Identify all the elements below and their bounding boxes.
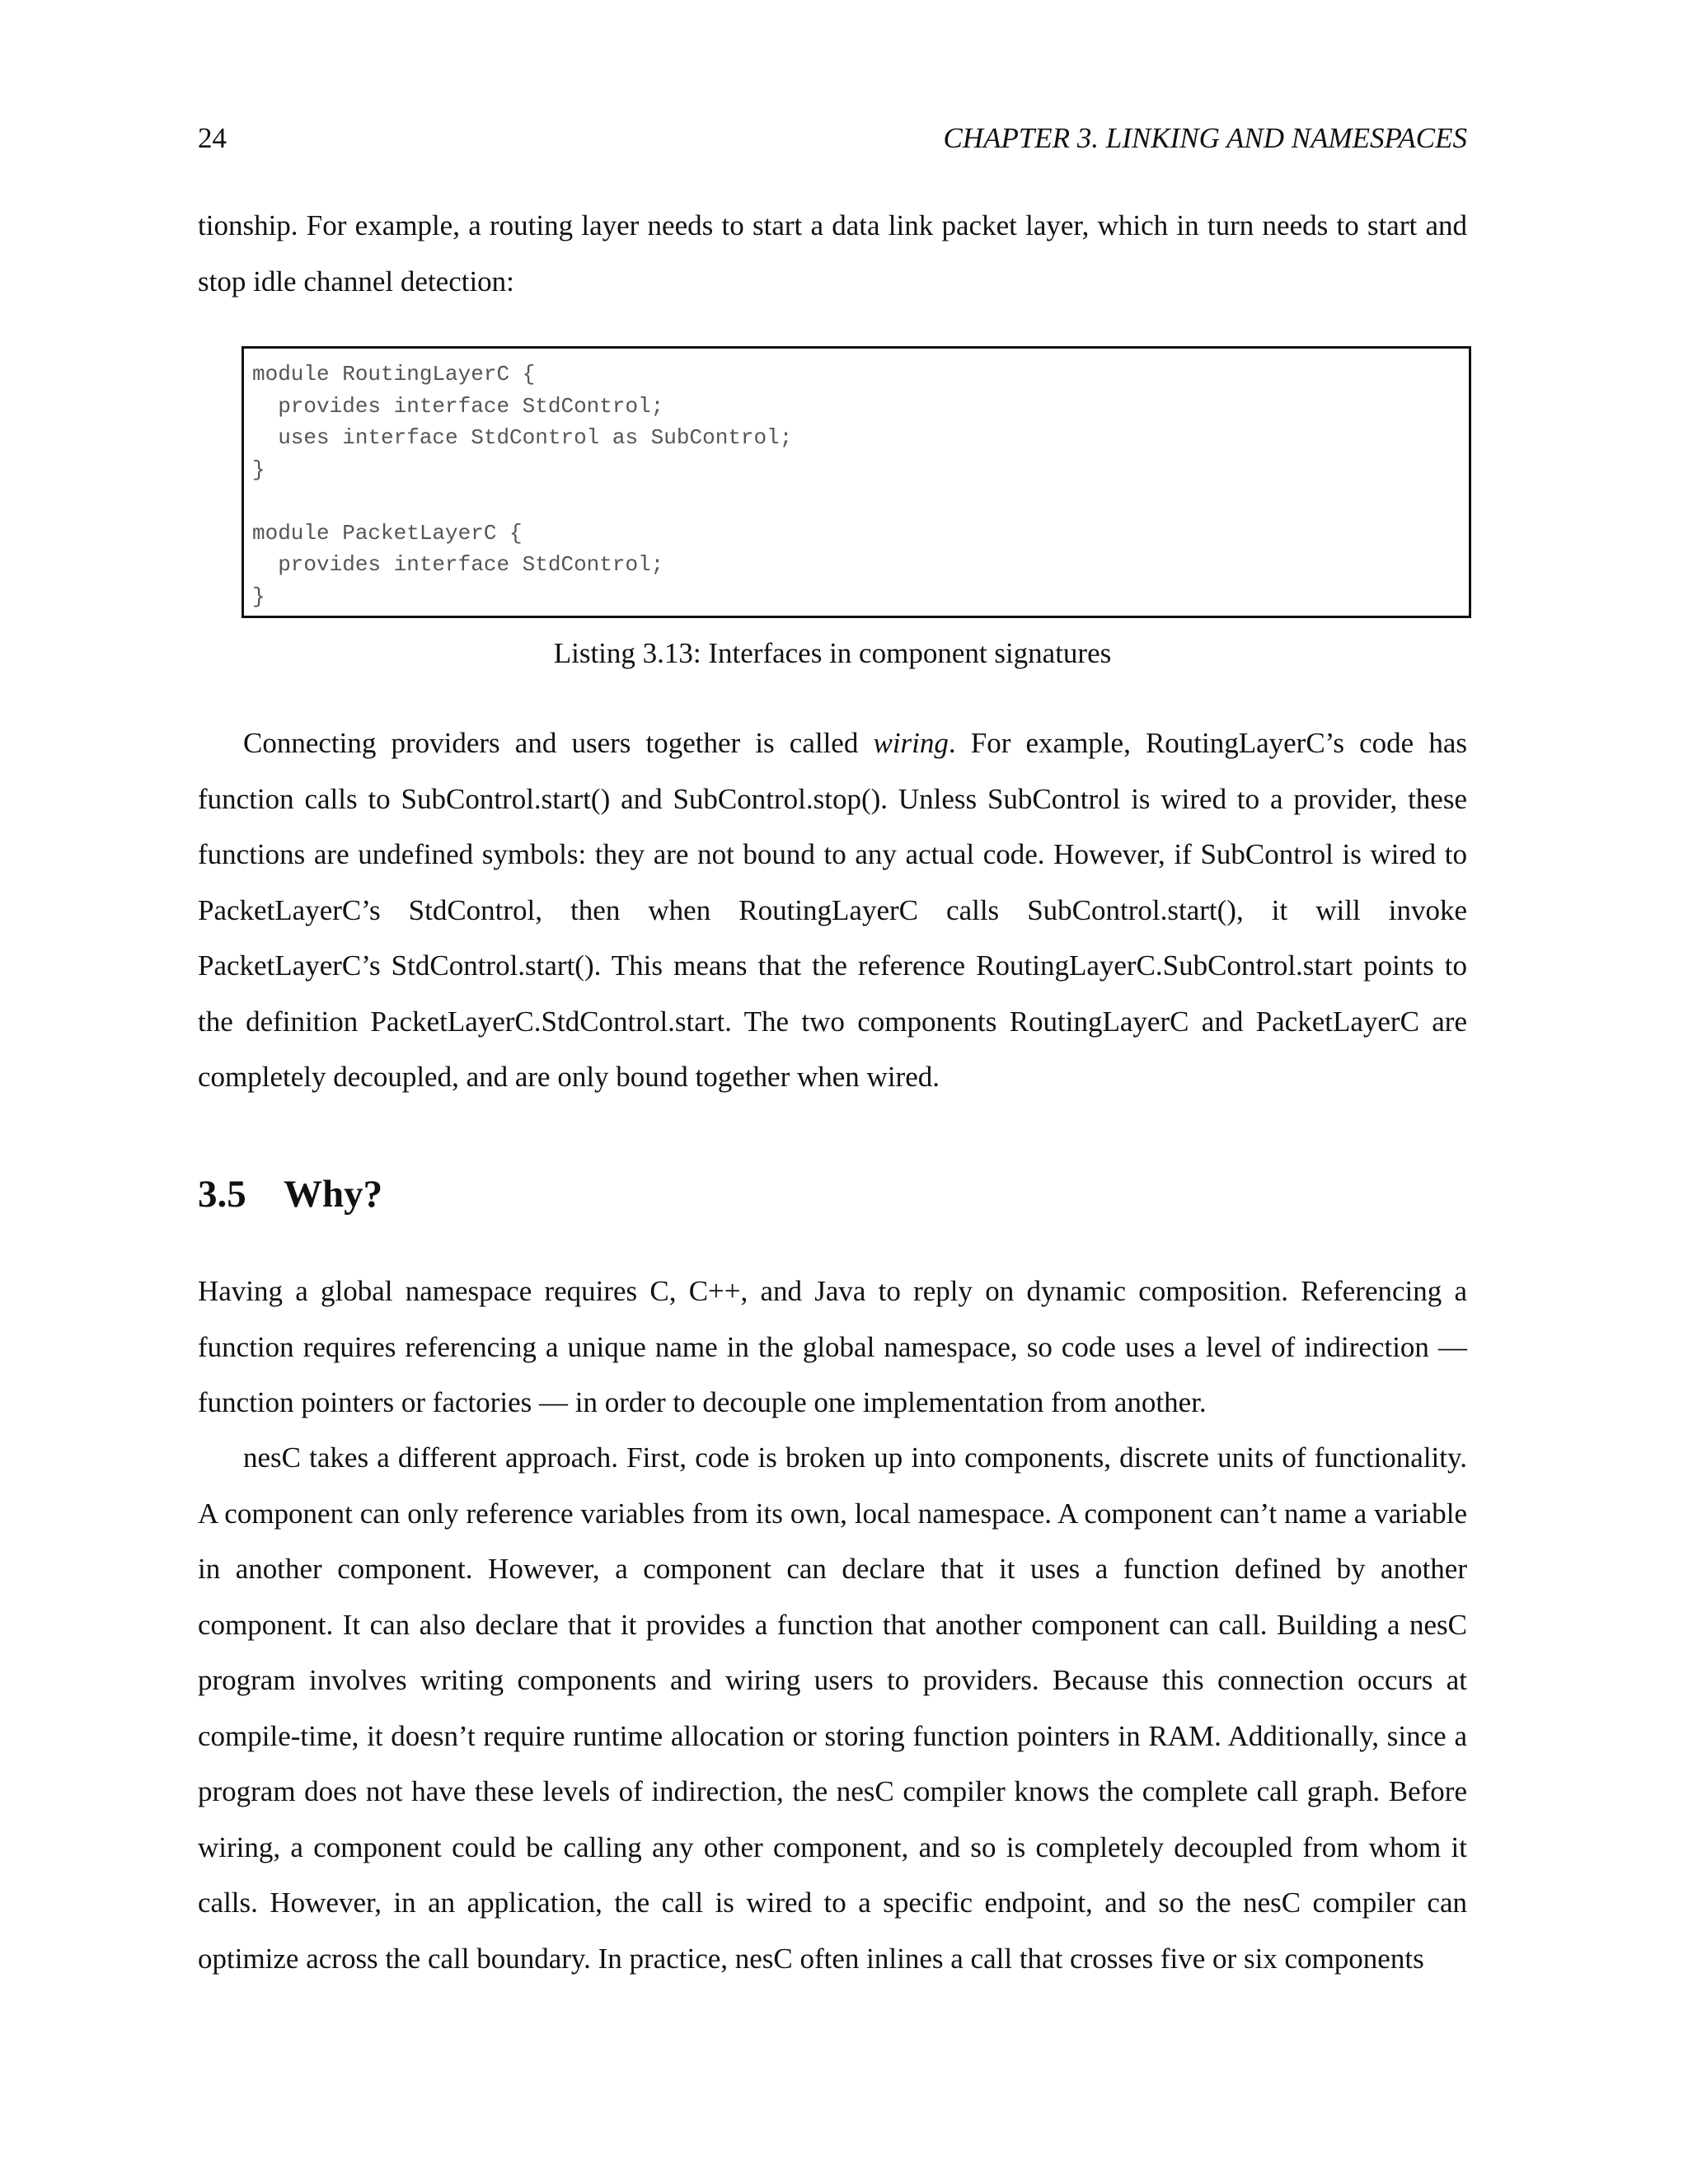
section-heading: [198, 1172, 382, 1216]
why-paragraph-1: Having a global namespace requires C, C++, and Java to reply on dynamic composition. Referencing a function requires referencing a unique name in the global namespace, so code uses a level of indirection — function pointers or factories — in order to decouple one implementation from another.: [198, 1275, 1467, 1418]
code-listing-box: [241, 346, 1471, 618]
wiring-text-rest: . For example, RoutingLayerC’s code has function calls to SubControl.start() and SubControl.stop(). Unless SubControl is wired to a provider, these functions are undefined symbols: they are not bound to any actual code. However, if SubControl is wired to PacketLayerC’s StdControl, then when RoutingLayerC calls SubControl.start(), it will invoke PacketLayerC’s StdControl.start(). This means that the reference RoutingLayerC.SubControl.start points to the definition PacketLayerC.StdControl.start. The two components RoutingLayerC and PacketLayerC are completely decoupled, and are only bound together when wired.: [198, 727, 1467, 1093]
code-listing: module RoutingLayerC { provides interface StdControl; uses interface StdControl as SubControl; } module PacketLayerC { provides interface StdControl; }: [252, 362, 793, 609]
why-paragraph-2: nesC takes a different approach. First, code is broken up into components, discrete units of functionality. A component can only reference variables from its own, local namespace. A component can’t name a variable in another component. However, a component can declare that it uses a function defined by another component. It can also declare that it provides a function that another component can call. Building a nesC program involves writing components and wiring users to providers. Because this connection occurs at compile-time, it doesn’t require runtime allocation or storing function pointers in RAM. Additionally, since a program does not have these levels of indirection, the nesC compiler knows the complete call graph. Before wiring, a component could be calling any other component, and so is completely decoupled from whom it calls. However, in an application, the call is wired to a specific endpoint, and so the nesC compiler can optimize across the call boundary. In practice, nesC often inlines a call that crosses five or six components: [198, 1441, 1467, 1975]
section-title: Why?: [284, 1173, 383, 1216]
wiring-term: wiring: [873, 727, 949, 759]
wiring-text-start: Connecting providers and users together is called: [243, 727, 874, 759]
listing-caption: Listing 3.13: Interfaces in component signatures: [553, 637, 1112, 669]
wiring-paragraph: [198, 715, 1467, 1105]
chapter-title: CHAPTER 3. LINKING AND NAMESPACES: [943, 122, 1467, 154]
running-header: [198, 122, 1467, 171]
intro-paragraph: tionship. For example, a routing layer needs to start a data link packet layer, which in turn needs to start and stop idle channel detection:: [198, 209, 1467, 298]
page-number: 24: [198, 122, 227, 154]
section-number: 3.5: [198, 1173, 246, 1216]
